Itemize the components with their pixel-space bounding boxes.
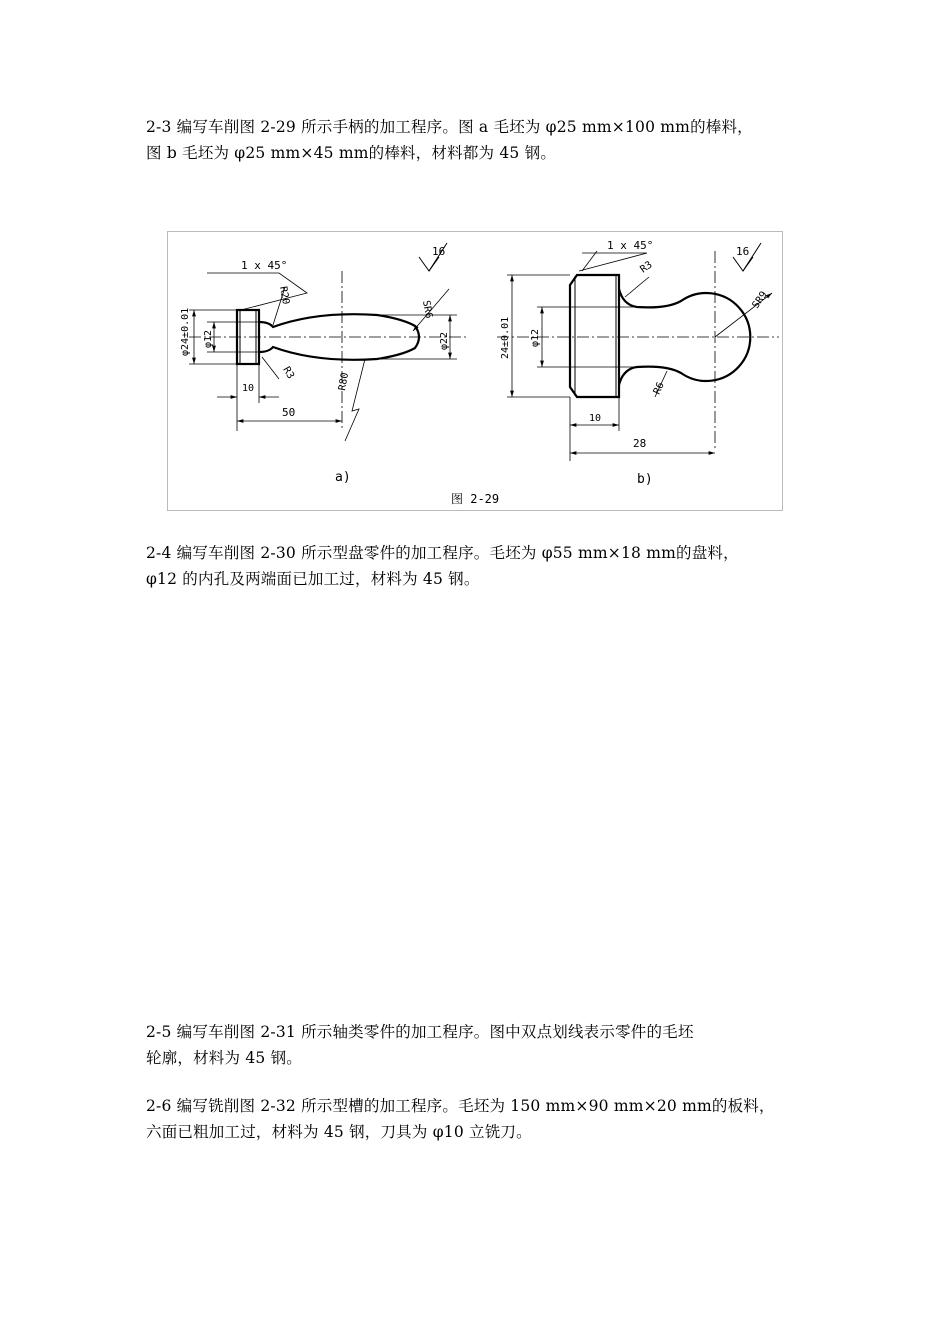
part-a-d24-label: φ24±0.01 — [180, 307, 191, 356]
part-a-d22-label: φ22 — [439, 331, 450, 350]
part-a-d12-label: φ12 — [203, 329, 214, 348]
part-b-d24-label: 24±0.01 — [500, 316, 511, 359]
part-b-r3-label: R3 — [638, 259, 655, 276]
exercise-2-6 — [146, 1093, 816, 1145]
part-a-r3-label: R3 — [280, 365, 296, 381]
exercise-2-6-line2: 六面已粗加工过，材料为 45 钢，刀具为 φ10 立铣刀。 — [146, 1123, 532, 1141]
exercise-2-6-line1: 2-6 编写铣削图 2-32 所示型槽的加工程序。毛坯为 150 mm×90 mm×20 mm的板料， — [146, 1097, 775, 1115]
exercise-2-3 — [146, 114, 816, 166]
part-a-roughness-label: 16 — [432, 245, 446, 258]
part-b-roughness-label: 16 — [736, 245, 750, 258]
part-b-d12-label: φ12 — [530, 328, 541, 347]
part-b-label: b) — [637, 472, 653, 487]
exercise-2-3-line1: 2-3 编写车削图 2-29 所示手柄的加工程序。图 a 毛坯为 φ25 mm×100 mm的棒料， — [146, 118, 753, 136]
figure-2-29 — [167, 231, 783, 511]
part-b-l28-label: 28 — [633, 437, 647, 450]
figure-caption: 图 2-29 — [451, 492, 500, 506]
part-a-chamfer-label: 1 x 45° — [241, 259, 288, 272]
part-a-l10-label: 10 — [242, 383, 255, 394]
exercise-2-4-line1: 2-4 编写车削图 2-30 所示型盘零件的加工程序。毛坯为 φ55 mm×18 mm的盘料， — [146, 544, 739, 562]
part-a-r80-label: R80 — [337, 371, 352, 392]
part-b-r6-label: R6 — [651, 380, 667, 397]
exercise-2-4 — [146, 540, 816, 592]
part-a-l50-label: 50 — [282, 406, 296, 419]
part-a-label: a) — [335, 470, 351, 485]
exercise-2-3-line2: 图 b 毛坯为 φ25 mm×45 mm的棒料，材料都为 45 钢。 — [146, 144, 557, 162]
exercise-2-5-line2: 轮廓，材料为 45 钢。 — [146, 1049, 302, 1067]
part-a-r20-label: R20 — [277, 285, 292, 306]
part-a-sr6-label: SR6 — [420, 299, 435, 320]
part-b-l10-label: 10 — [589, 413, 602, 424]
part-b-sr9-label: SR9 — [750, 289, 770, 311]
exercise-2-5-line1: 2-5 编写车削图 2-31 所示轴类零件的加工程序。图中双点划线表示零件的毛坯 — [146, 1023, 694, 1041]
exercise-2-4-line2: φ12 的内孔及两端面已加工过，材料为 45 钢。 — [146, 570, 480, 588]
part-b-chamfer-label: 1 x 45° — [607, 239, 654, 252]
exercise-2-5 — [146, 1019, 816, 1071]
